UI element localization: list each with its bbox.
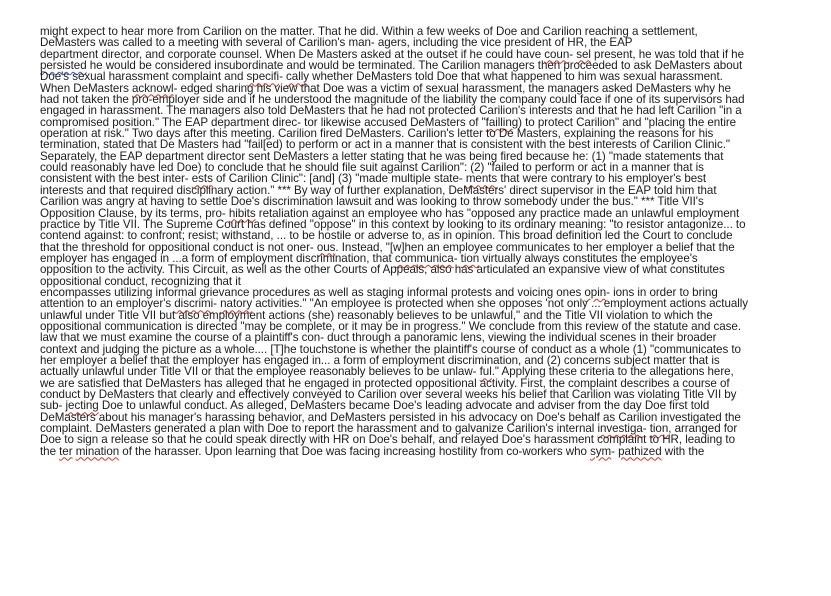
grammar-flagged-word: persisted (40, 59, 87, 73)
text-run: - (611, 444, 619, 458)
text-run: department director, and corporate counsel. When De Masters asked at the outset if he could have (40, 47, 545, 61)
text-run: - (213, 297, 221, 311)
text-run: he would be considered insubordinate and would be terminated. The Carilion managers then proceeded to ask DeMasters about (86, 59, 743, 73)
text-run: Opposition Clause, by its terms, pro- (40, 206, 229, 220)
text-run: DeMasters about his manager's harassing behavior, and DeMasters persisted in his advocacy on Doe's behalf as Carilion investigated the (40, 410, 741, 424)
text-run: - (569, 47, 577, 61)
text-run: oppositional conduct, recognizing that it (40, 274, 241, 288)
text-run: could reasonably have led Doe) to conclude that he should file suit against Carilion": (2) "failed to perform or act in a manner that is (40, 161, 704, 175)
text-run: ) to protect Carilion" and "placing the entire (518, 115, 737, 129)
text-run: contend against: to confront; resist; withstand, ... to be hostile or adverse to, as in opinion. This broad definition led the Court to conclude (40, 229, 733, 243)
spellcheck-flagged-word: specifi (246, 70, 280, 84)
spellcheck-flagged-word: tion (649, 422, 669, 436)
document-body (40, 26, 815, 457)
text-line (40, 446, 815, 457)
text-run: consistent with the best inter- (40, 172, 192, 186)
text-run: interests and that required disciplinary action." *** By way of further explanation, DeMasters' direct supervisor in the EAP told him that (40, 183, 717, 197)
spellcheck-flagged-word: sym (590, 444, 612, 458)
spellcheck-flagged-word: ments (465, 172, 498, 186)
text-run: conduct by DeMasters that clearly and effectively conveyed to Carilion over several weeks his belief that Carilion was violating Title VII by (40, 388, 737, 401)
text-run: unlawful under Title VII but also employment actions (she) reasonably believes to be unlawful," and the Title VII violation to which the (40, 308, 713, 322)
spellcheck-flagged-word: hibits (228, 206, 256, 220)
text-run: actually unlawful under Title VII or that the employee reasonably believes to be unlaw- (40, 365, 480, 379)
text-run: - (279, 70, 287, 84)
text-run: context and judging the picture as a whole.... [T]he touchstone is whether the plaintiff's course of conduct as a whole (1) "communicates to (40, 342, 741, 356)
text-run: termination, stated that De Masters had "fail[ed) to perform or act in a manner that is consistent with the best interests of Carilion Clinic." (40, 138, 730, 152)
spellcheck-flagged-word: sel (576, 47, 591, 61)
text-run: - (453, 251, 461, 265)
text-run: Separately, the EAP department director sent DeMasters a letter stating that he was being fired because he: (1) "made statements that (40, 149, 724, 163)
text-run: of Carilion Clinic": [and] (3) "made multiple state- (212, 172, 466, 186)
text-run: retaliation against an employee who has "opposed any practice made an unlawful employment (255, 206, 740, 220)
text-run: present, he was told that if he (590, 47, 744, 61)
spellcheck-flagged-word: ests (191, 172, 213, 186)
spellcheck-flagged-word: natory (220, 297, 253, 311)
text-run: had not taken the pro-employer side and if he understood the magnitude of the liability the company could face if one of its supervisors had (40, 93, 745, 107)
text-run: - ions in order to bring (606, 285, 718, 299)
text-run: practice by Title VII. The Supreme Court has defined "oppose" in this context by looking to its ordinary meaning: "to resistor antagonize... to (40, 217, 746, 231)
text-run: - (642, 422, 650, 436)
text-run: encompasses utilizing informal grievance procedures as well as staging informal protests and voicing ones (40, 285, 585, 299)
spellcheck-flagged-word: discrimi (174, 297, 214, 311)
spellcheck-flagged-word: acknowl (132, 81, 174, 95)
spellcheck-flagged-word: failling (485, 115, 519, 129)
spellcheck-flagged-word: coun (544, 47, 570, 61)
spellcheck-flagged-word: opin (584, 285, 607, 299)
text-run: virtually always constitutes the employee's (479, 251, 698, 265)
text-run: opposition to the activity. This Circuit, as well as the other Courts of Appeals, also has articulated an expansive view of what constitutes (40, 263, 725, 277)
text-run: whether DeMasters told Doe that what happened to him was sexual harassment. (309, 70, 723, 84)
text-run: employer has engaged in ...a form of employment discrimination, that (40, 251, 395, 265)
text-run: of the harasser. Upon learning that Doe was facing increasing hostility from co-workers who (119, 444, 591, 458)
text-run: compromised position." The EAP department direc- tor likewise accused DeMasters of " (40, 115, 486, 129)
text-run: DeMasters was called to a meeting with several of Carilion's man- agers, including the vice president of HR, the EAP (40, 36, 633, 50)
spellcheck-flagged-word: pathized (618, 444, 662, 458)
text-run: , arranged for (668, 422, 738, 436)
text-run: we are satisfied that DeMasters has alleged that he engaged in protected oppositional activity. First, the complaint describes a course of (40, 376, 730, 390)
text-run: activities." "An employee is protected when she opposes 'not only ... employment actions actually (252, 297, 749, 311)
text-run: When DeMasters (40, 81, 133, 95)
text-run: Carilion was angry at having to settle Doe's discrimination lawsuit and was looking to throw somebody under the bus." *** Title VII's (40, 195, 704, 209)
spellcheck-flagged-word: investiga (597, 422, 643, 436)
text-run: attention to an employer's (40, 297, 175, 311)
text-run: operation at risk." Two days after this meeting. Carilion fired DeMasters. Carilion's letter to De Masters, explaining the reasons for his (40, 127, 714, 141)
text-run: Doe's sexual harassment complaint and (40, 70, 247, 84)
text-run: . Instead, "[w]hen an employee communicates to her employer a belief that the (335, 240, 735, 254)
text-run: the (40, 444, 60, 458)
spellcheck-flagged-word: cally (286, 70, 309, 84)
spellcheck-flagged-word: ful (479, 365, 492, 379)
text-run: oppositional communication is directed "may be complete, or it may be in progress." We conclude from this review of the statute and case. (40, 319, 741, 333)
text-run: - edged sharing his view that Doe was a victim of sexual harassment, the managers asked DeMasters why he (173, 81, 731, 95)
text-run: complaint. DeMasters generated a plan with Doe to report the harassment and to galvanize Carilion's internal (40, 422, 598, 436)
spellcheck-flagged-word: ous (316, 240, 336, 254)
text-run: ." Applying these criteria to the allegations here, (491, 365, 734, 379)
spellcheck-flagged-word: communica (394, 251, 454, 265)
spellcheck-flagged-word: ter (59, 444, 73, 458)
spellcheck-flagged-word: jecting (65, 399, 99, 413)
text-run: with the (661, 444, 705, 458)
text-run: sub- (40, 399, 66, 413)
spellcheck-flagged-word: mination (75, 444, 120, 458)
text-run: Doe to sign a release so that he could speak directly with HR on Doe's behalf, and relayed Doe's harassment complaint to HR, leading to (40, 433, 735, 447)
text-run: that the threshold for oppositional conduct is not oner- (40, 240, 317, 254)
text-run: Doe to unlawful conduct. As alleged, DeMasters became Doe's leading advocate and adviser from the day Doe first told (98, 399, 710, 413)
text-run: engaged in harassment. The managers also told DeMasters that he had not protected Carilion's interests and that he had left Carilion "in a (40, 104, 742, 118)
text-run: that were contrary to his employer's best (497, 172, 707, 186)
spellcheck-flagged-word: tion (460, 251, 480, 265)
text-run: law that we must examine the course of a plaintiff's con- duct through a panoramic lens, viewing the individual scenes in their broader (40, 331, 717, 345)
text-run: her employer a belief that the employer has engaged in... a form of employment discrimination, and (2) concerns subject matter that is (40, 353, 720, 367)
text-run: might expect to hear more from Carilion on the matter. That he did. Within a few weeks of Doe and Carilion reaching a settlement, (40, 25, 698, 38)
